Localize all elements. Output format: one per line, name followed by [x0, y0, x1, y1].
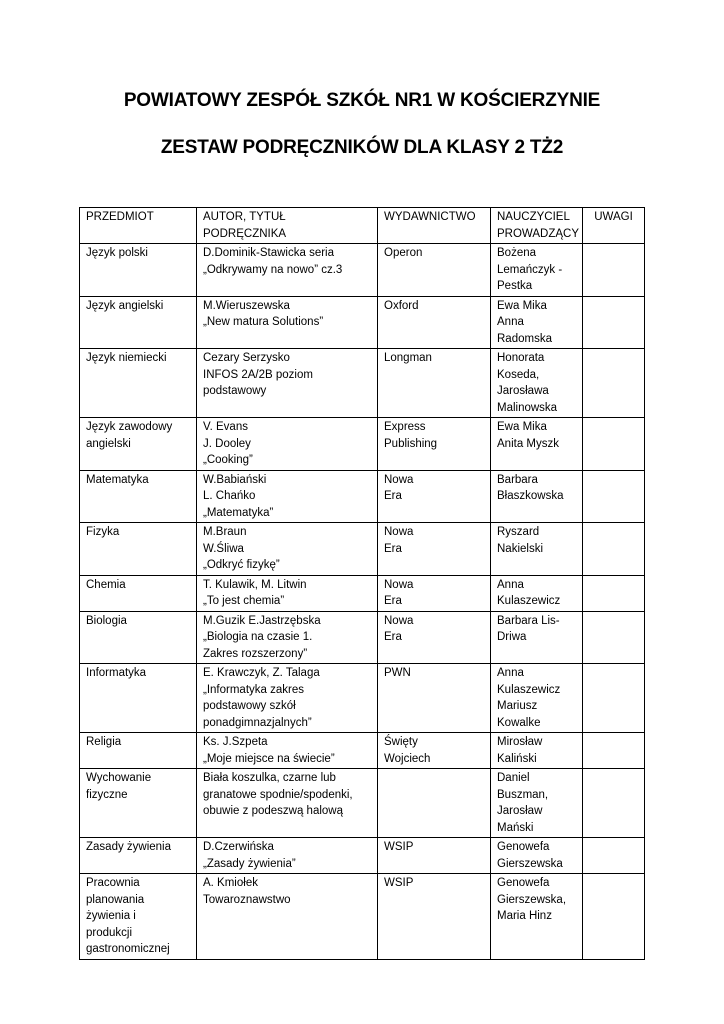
table-row: [80, 418, 645, 471]
cell-teacher: Anna Kulaszewicz: [491, 575, 583, 611]
cell-subject: Język angielski: [80, 296, 197, 349]
cell-publisher: Oxford: [378, 296, 491, 349]
cell-author-title: Ks. J.Szpeta „Moje miejsce na świecie”: [197, 733, 378, 769]
cell-author-title: A. Kmiołek Towaroznawstwo: [197, 874, 378, 960]
cell-publisher: Express Publishing: [378, 418, 491, 471]
cell-remarks: [583, 611, 645, 664]
cell-remarks: [583, 733, 645, 769]
table-row: [80, 575, 645, 611]
cell-remarks: [583, 523, 645, 576]
cell-teacher: Barbara Błaszkowska: [491, 470, 583, 523]
cell-teacher: Genowefa Gierszewska: [491, 838, 583, 874]
cell-subject: Biologia: [80, 611, 197, 664]
cell-author-title: M.Guzik E.Jastrzębska „Biologia na czasie 1. Zakres rozszerzony”: [197, 611, 378, 664]
cell-remarks: [583, 575, 645, 611]
cell-author-title: D.Dominik-Stawicka seria „Odkrywamy na nowo” cz.3: [197, 244, 378, 297]
cell-author-title: D.Czerwińska „Zasady żywienia”: [197, 838, 378, 874]
table-row: [80, 838, 645, 874]
cell-publisher: Operon: [378, 244, 491, 297]
cell-remarks: [583, 838, 645, 874]
cell-teacher: Ewa Mika Anita Myszk: [491, 418, 583, 471]
header-author-title: AUTOR, TYTUŁ PODRĘCZNIKA: [197, 208, 378, 244]
cell-publisher: WSIP: [378, 838, 491, 874]
cell-publisher: Nowa Era: [378, 575, 491, 611]
header-teacher: NAUCZYCIEL PROWADZĄCY: [491, 208, 583, 244]
cell-remarks: [583, 296, 645, 349]
cell-remarks: [583, 664, 645, 733]
header-subject: PRZEDMIOT: [80, 208, 197, 244]
table-row: [80, 874, 645, 960]
cell-author-title: W.Babiański L. Chańko „Matematyka”: [197, 470, 378, 523]
cell-author-title: V. Evans J. Dooley „Cooking”: [197, 418, 378, 471]
cell-author-title: M.Wieruszewska „New matura Solutions”: [197, 296, 378, 349]
table-row: [80, 769, 645, 838]
table-row: [80, 296, 645, 349]
cell-subject: Fizyka: [80, 523, 197, 576]
header-remarks: UWAGI: [583, 208, 645, 244]
cell-subject: Informatyka: [80, 664, 197, 733]
cell-subject: Zasady żywienia: [80, 838, 197, 874]
table-header-row: [80, 208, 645, 244]
cell-remarks: [583, 769, 645, 838]
cell-subject: Język zawodowy angielski: [80, 418, 197, 471]
cell-teacher: Ryszard Nakielski: [491, 523, 583, 576]
cell-remarks: [583, 874, 645, 960]
table-row: [80, 349, 645, 418]
cell-remarks: [583, 244, 645, 297]
cell-teacher: Mirosław Kaliński: [491, 733, 583, 769]
table-body: [80, 244, 645, 960]
cell-subject: Matematyka: [80, 470, 197, 523]
cell-subject: Język polski: [80, 244, 197, 297]
document-title: POWIATOWY ZESPÓŁ SZKÓŁ NR1 W KOŚCIERZYNIE: [123, 90, 601, 111]
cell-publisher: Nowa Era: [378, 523, 491, 576]
cell-publisher: Longman: [378, 349, 491, 418]
cell-author-title: M.Braun W.Śliwa „Odkryć fizykę”: [197, 523, 378, 576]
cell-publisher: PWN: [378, 664, 491, 733]
document-subtitle: ZESTAW PODRĘCZNIKÓW DLA KLASY 2 TŻ2: [160, 137, 564, 158]
cell-publisher: [378, 769, 491, 838]
cell-teacher: Genowefa Gierszewska, Maria Hinz: [491, 874, 583, 960]
cell-publisher: Święty Wojciech: [378, 733, 491, 769]
cell-author-title: T. Kulawik, M. Litwin „To jest chemia”: [197, 575, 378, 611]
cell-author-title: E. Krawczyk, Z. Talaga „Informatyka zakres podstawowy szkół ponadgimnazjalnych”: [197, 664, 378, 733]
cell-author-title: Biała koszulka, czarne lub granatowe spodnie/spodenki, obuwie z podeszwą halową: [197, 769, 378, 838]
table-row: [80, 470, 645, 523]
cell-publisher: Nowa Era: [378, 470, 491, 523]
table-row: [80, 244, 645, 297]
cell-subject: Religia: [80, 733, 197, 769]
cell-teacher: Ewa Mika Anna Radomska: [491, 296, 583, 349]
textbook-table: [79, 207, 645, 960]
cell-teacher: Barbara Lis- Driwa: [491, 611, 583, 664]
table-row: [80, 664, 645, 733]
table-row: [80, 733, 645, 769]
table-row: [80, 611, 645, 664]
header-publisher: WYDAWNICTWO: [378, 208, 491, 244]
cell-subject: Chemia: [80, 575, 197, 611]
cell-publisher: WSIP: [378, 874, 491, 960]
cell-remarks: [583, 470, 645, 523]
cell-teacher: Honorata Koseda, Jarosława Malinowska: [491, 349, 583, 418]
table-row: [80, 523, 645, 576]
cell-remarks: [583, 418, 645, 471]
cell-publisher: Nowa Era: [378, 611, 491, 664]
cell-subject: Wychowanie fizyczne: [80, 769, 197, 838]
cell-author-title: Cezary Serzysko INFOS 2A/2B poziom podstawowy: [197, 349, 378, 418]
cell-subject: Język niemiecki: [80, 349, 197, 418]
cell-teacher: Daniel Buszman, Jarosław Mański: [491, 769, 583, 838]
cell-remarks: [583, 349, 645, 418]
cell-subject: Pracownia planowania żywienia i produkcji gastronomicznej: [80, 874, 197, 960]
cell-teacher: Anna Kulaszewicz Mariusz Kowalke: [491, 664, 583, 733]
cell-teacher: Bożena Lemańczyk - Pestka: [491, 244, 583, 297]
